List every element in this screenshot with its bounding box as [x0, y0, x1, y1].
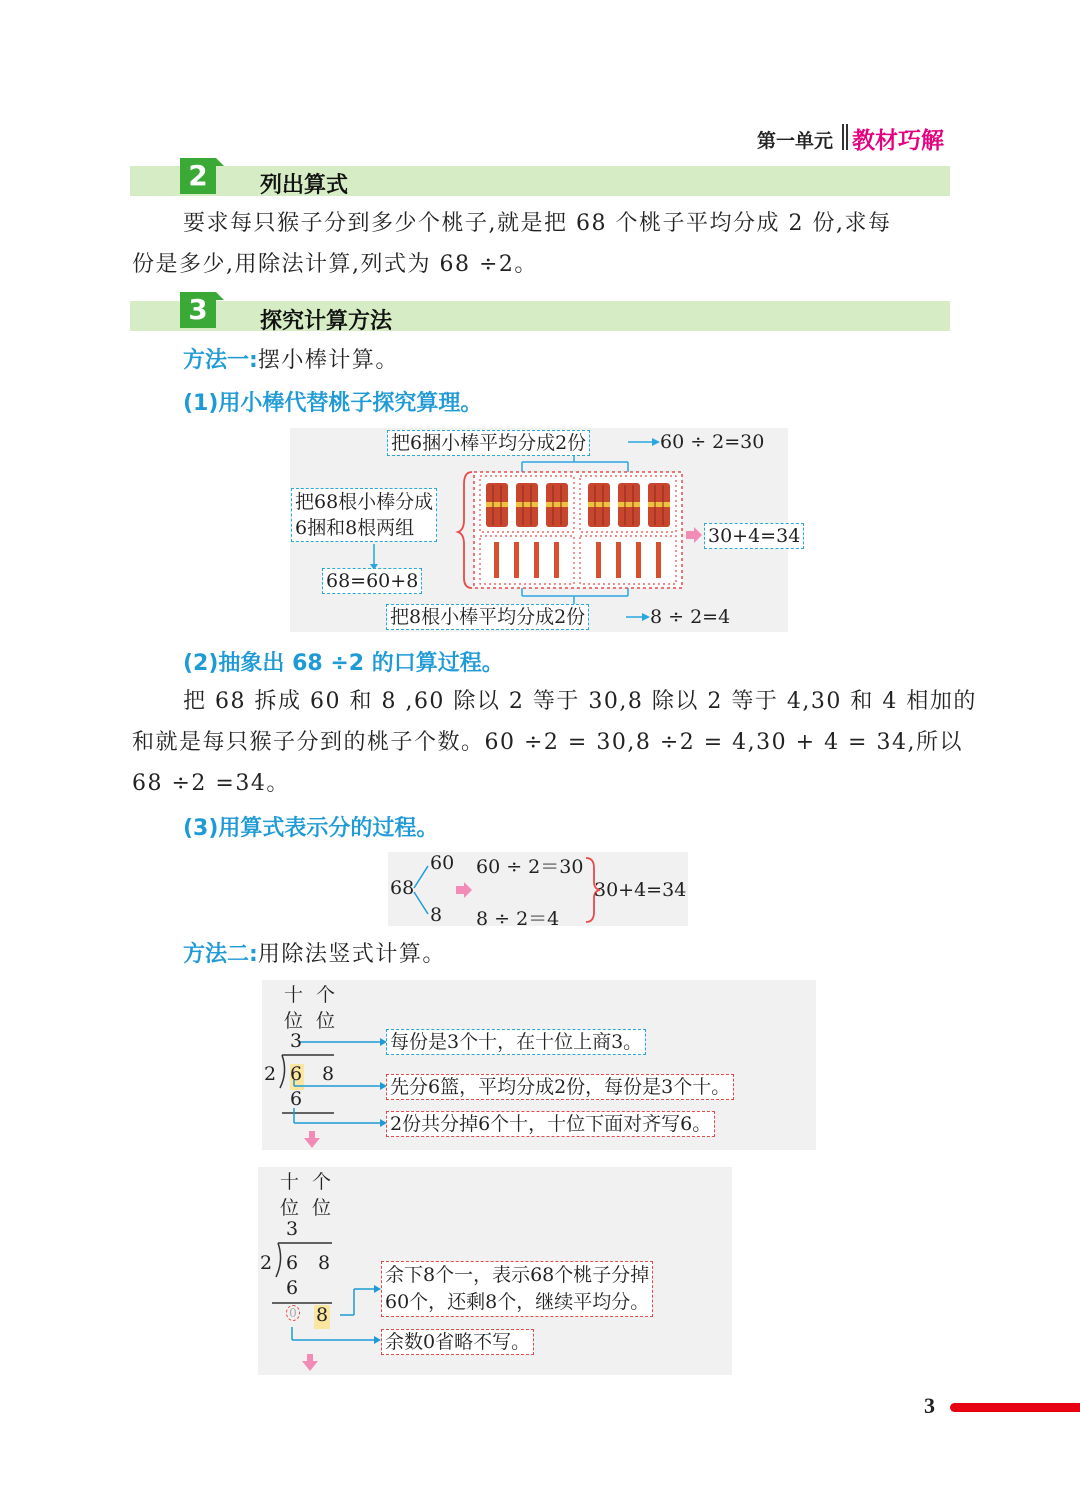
- method-two: [183, 937, 446, 968]
- ones-header: 位: [316, 1010, 336, 1032]
- step-three-heading: (3)用算式表示分的过程。: [183, 816, 439, 841]
- tens-equation: 60 ÷ 2＝30: [476, 856, 584, 878]
- paragraph-line: 要求每只猴子分到多少个桃子,就是把 68 个桃子平均分成 2 份,求每: [183, 211, 892, 236]
- left-step-line: 6捆和8根两组: [295, 517, 415, 539]
- section-title-2: 列出算式: [260, 173, 349, 198]
- left-step-line: 把68根小棒分成: [295, 491, 434, 513]
- method-two-text: 用除法竖式计算。: [257, 942, 446, 967]
- step-one-heading: (1)用小棒代替桃子探究算理。: [183, 391, 483, 416]
- whole-number: 68: [390, 877, 415, 899]
- step-note-line: 余下8个一，表示68个桃子分掉: [385, 1264, 650, 1286]
- top-result: 60 ÷ 2=30: [660, 431, 765, 453]
- vertical-division-2: [258, 1167, 732, 1375]
- section-number-2: 2: [180, 158, 216, 194]
- step-note: [381, 1261, 653, 1317]
- paragraph-line: 把 68 拆成 60 和 8 ,60 除以 2 等于 30,8 除以 2 等于 4,30 和 4 相加的: [183, 689, 977, 714]
- dividend-ones: 8: [318, 1252, 331, 1274]
- method-one: [183, 343, 399, 374]
- step-note: 先分6篮，平均分成2份，每份是3个十。: [386, 1074, 734, 1100]
- ones-equation: 8 ÷ 2＝4: [476, 908, 560, 930]
- ones-header: 位: [312, 1197, 332, 1219]
- step-note: 每份是3个十，在十位上商3。: [386, 1029, 646, 1055]
- ones-header: 个: [316, 984, 336, 1006]
- ones-part: 8: [430, 904, 443, 926]
- tens-header: 位: [280, 1197, 300, 1219]
- omitted-zero: 0: [286, 1305, 300, 1321]
- split-equation: 68=60+8: [322, 568, 422, 594]
- method-one-label: 方法一:: [183, 348, 258, 373]
- product-digit: 6: [290, 1088, 303, 1110]
- dividend-tens: 6: [286, 1252, 299, 1274]
- paragraph-line: 份是多少,用除法计算,列式为 68 ÷2。: [132, 252, 538, 277]
- top-step-box: 把6捆小棒平均分成2份: [387, 430, 590, 456]
- tens-header: 十: [280, 1171, 300, 1193]
- step-note: 2份共分掉6个十，十位下面对齐写6。: [386, 1111, 715, 1137]
- step-note: 余数0省略不写。: [381, 1329, 534, 1355]
- paragraph-line: 和就是每只猴子分到的桃子个数。60 ÷2 = 30,8 ÷2 = 4,30 + 4 = 34,所以: [132, 730, 963, 755]
- section-band-3: [130, 301, 950, 331]
- sum-equation: 30+4=34: [594, 879, 687, 901]
- quotient-digit: 3: [286, 1218, 299, 1240]
- ones-header: 个: [312, 1171, 332, 1193]
- divisor: 2: [264, 1063, 277, 1085]
- method-one-text: 摆小棒计算。: [257, 348, 399, 373]
- dividend-ones: 8: [322, 1063, 335, 1085]
- sticks-diagram: [290, 428, 801, 632]
- left-step-box: [291, 488, 437, 542]
- method-two-label: 方法二:: [183, 942, 258, 967]
- section-band-2: [130, 166, 950, 196]
- bottom-step-box: 把8根小棒平均分成2份: [386, 604, 589, 630]
- step-note-line: 60个，还剩8个，继续平均分。: [385, 1291, 650, 1313]
- remaining-ones: 8: [316, 1304, 329, 1326]
- tens-header: 十: [284, 984, 304, 1006]
- bottom-result: 8 ÷ 2=4: [650, 606, 731, 628]
- tens-part: 60: [430, 852, 455, 874]
- sum-result: 30+4=34: [704, 523, 804, 549]
- unit-label: 第一单元: [757, 130, 834, 152]
- decompose-diagram: [388, 852, 688, 930]
- book-title: 教材巧解: [852, 128, 944, 154]
- header-divider: [842, 124, 848, 150]
- paragraph-line: 68 ÷2 =34。: [132, 771, 290, 796]
- section-title-3: 探究计算方法: [260, 309, 393, 334]
- tens-header: 位: [284, 1010, 304, 1032]
- section-number-3: 3: [180, 292, 216, 328]
- page-number: 3: [924, 1393, 935, 1418]
- step-two-heading: (2)抽象出 68 ÷2 的口算过程。: [183, 651, 504, 676]
- product-digit: 6: [286, 1277, 299, 1299]
- divisor: 2: [260, 1252, 273, 1274]
- dividend-tens: 6: [290, 1063, 303, 1085]
- page-accent-bar: [950, 1403, 1080, 1412]
- vertical-division-1: [262, 980, 816, 1150]
- quotient-digit: 3: [290, 1030, 303, 1052]
